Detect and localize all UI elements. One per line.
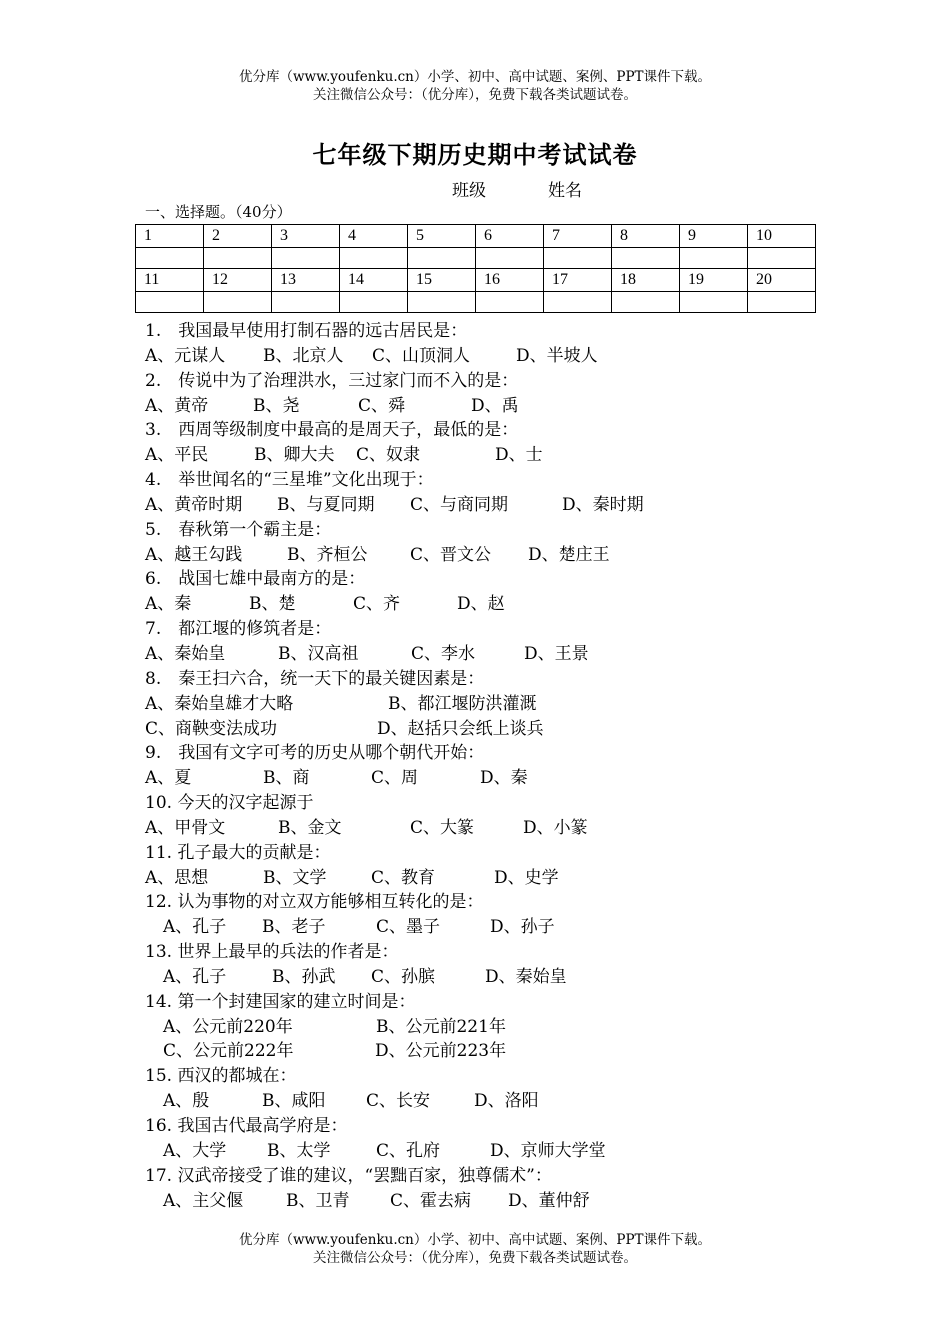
option: D、史学 [494,867,559,888]
option: D、禹 [471,395,519,416]
question-text: 10. 今天的汉字起源于 [145,793,314,814]
answer-row [136,248,816,269]
option: A、殷 [163,1091,210,1112]
option: C、齐 [353,594,401,615]
question-number-cell: 3 [272,225,340,248]
option: A、秦始皇雄才大略 [145,693,294,714]
question-text: 1. 我国最早使用打制石器的远古居民是： [145,321,468,341]
page-footer [0,1231,950,1267]
option: B、孙武 [272,966,336,987]
question-text: 12. 认为事物的对立双方能够相互转化的是： [145,892,484,913]
option: B、汉高祖 [278,643,359,664]
question-text: 7. 都江堰的修筑者是： [145,619,332,640]
question-number-cell: 19 [680,269,748,292]
question-number-cell: 12 [204,269,272,292]
answer-cell[interactable] [680,248,748,269]
answer-cell[interactable] [272,292,340,313]
answer-cell[interactable] [748,248,816,269]
question-text: 3. 西周等级制度中最高的是周天子，最低的是： [145,420,519,441]
option: D、半坡人 [516,345,598,366]
exam-title: 七年级下期历史期中考试试卷 [312,140,638,169]
question-options [145,692,825,717]
question-options [145,1015,825,1040]
question-text: 11. 孔子最大的贡献是： [145,842,331,863]
option: C、霍去病 [390,1190,472,1211]
answer-cell[interactable] [408,248,476,269]
option: D、赵 [457,594,505,615]
header-line-2: 关注微信公众号：（优分库），免费下载各类试题试卷。 [313,87,637,103]
option: D、王景 [524,643,589,664]
option: A、秦 [145,594,192,615]
option: C、商鞅变法成功 [145,718,278,739]
answer-cell[interactable] [544,292,612,313]
question-options [145,394,825,419]
question-options [145,1039,825,1064]
question-options [145,1089,825,1114]
table-row [136,225,816,248]
question-text: 17. 汉武帝接受了谁的建议，“罢黜百家，独尊儒术”： [145,1165,552,1186]
option: D、公元前223年 [375,1041,507,1062]
option: A、平民 [145,445,209,466]
answer-cell[interactable] [544,248,612,269]
option: D、赵括只会纸上谈兵 [377,718,544,739]
question-number-cell: 10 [748,225,816,248]
question-number-cell: 8 [612,225,680,248]
question-options [145,592,825,617]
option: A、甲骨文 [145,817,226,838]
option: B、尧 [253,395,300,416]
option: C、奴隶 [356,445,421,466]
option: A、公元前220年 [163,1016,293,1037]
option: C、大篆 [410,817,475,838]
question-number-cell: 15 [408,269,476,292]
question-number-cell: 17 [544,269,612,292]
question-text: 15. 西汉的都城在： [145,1066,297,1087]
question-number-cell: 9 [680,225,748,248]
option: C、孙膑 [371,966,436,987]
question-options [145,642,825,667]
option: D、孙子 [490,917,555,938]
question-number-cell: 7 [544,225,612,248]
option: B、文学 [263,867,327,888]
answer-row [136,292,816,313]
option: B、卫青 [286,1190,350,1211]
option: C、李水 [411,643,476,664]
option: B、北京人 [263,345,344,366]
option: D、士 [495,445,543,466]
page-header [0,68,950,104]
option: B、都江堰防洪灌溉 [388,693,537,714]
answer-cell[interactable] [408,292,476,313]
question-options [145,443,825,468]
option: D、洛阳 [474,1091,539,1112]
option: A、孔子 [163,966,227,987]
question-number-cell: 13 [272,269,340,292]
option: B、楚 [249,594,296,615]
option: B、商 [263,768,310,789]
option: C、与商同期 [410,494,509,515]
question-number-cell: 6 [476,225,544,248]
option: C、舜 [358,395,406,416]
question-options [145,866,825,891]
question-options [145,344,825,369]
question-options [145,816,825,841]
answer-cell[interactable] [680,292,748,313]
option: A、黄帝时期 [145,494,243,515]
option: A、大学 [163,1140,227,1161]
option: A、秦始皇 [145,643,226,664]
class-label: 班级 [452,181,486,201]
option: D、秦时期 [562,494,644,515]
question-options [145,965,825,990]
option: C、公元前222年 [163,1041,294,1062]
option: B、齐桓公 [287,544,368,565]
option: D、董仲舒 [508,1190,590,1211]
question-options [145,1139,825,1164]
question-number-cell: 20 [748,269,816,292]
option: A、思想 [145,867,209,888]
option: C、晋文公 [410,544,492,565]
question-text: 6. 战国七雄中最南方的是： [145,569,366,590]
name-label: 姓名 [548,181,582,201]
answer-cell[interactable] [476,292,544,313]
question-options [145,717,825,742]
option: D、楚庄王 [528,544,610,565]
option: A、孔子 [163,917,227,938]
option: B、公元前221年 [376,1016,506,1037]
answer-cell[interactable] [612,248,680,269]
option: C、墨子 [376,917,441,938]
option: C、教育 [371,867,436,888]
option: B、与夏同期 [277,494,375,515]
question-number-cell: 18 [612,269,680,292]
question-number-cell: 5 [408,225,476,248]
question-text: 14. 第一个封建国家的建立时间是： [145,991,416,1012]
footer-line-1: 优分库（www.youfenku.cn）小学、初中、高中试题、案例、PPT课件下载。 [238,1232,712,1248]
question-options [145,493,825,518]
answer-cell[interactable] [612,292,680,313]
option: C、山顶洞人 [372,345,471,366]
question-options [145,766,825,791]
option: B、卿大夫 [254,445,335,466]
question-number-cell: 2 [204,225,272,248]
question-list [145,319,825,1213]
answer-cell[interactable] [136,292,204,313]
answer-cell[interactable] [748,292,816,313]
option: A、主父偃 [163,1190,244,1211]
option: D、小篆 [523,817,588,838]
question-options [145,543,825,568]
question-text: 8. 秦王扫六合，统一天下的最关键因素是： [145,668,485,689]
option: B、太学 [267,1140,331,1161]
option: D、京师大学堂 [490,1140,606,1161]
answer-cell[interactable] [204,292,272,313]
option: B、金文 [278,817,342,838]
option: B、咸阳 [262,1091,326,1112]
option: C、孔府 [376,1140,441,1161]
answer-table [135,224,816,313]
question-number-cell: 14 [340,269,408,292]
table-row [136,269,816,292]
option: D、秦 [480,768,528,789]
option: B、老子 [262,917,326,938]
option: A、元谋人 [145,345,226,366]
answer-cell[interactable] [340,292,408,313]
question-text: 16. 我国古代最高学府是： [145,1116,348,1136]
question-text: 13. 世界上最早的兵法的作者是： [145,942,399,963]
question-options [145,1189,825,1214]
option: C、周 [371,768,419,789]
answer-cell[interactable] [476,248,544,269]
question-text: 2. 传说中为了治理洪水，三过家门而不入的是： [145,370,519,391]
section-heading: 一、选择题。（40分） [145,203,292,221]
answer-cell[interactable] [272,248,340,269]
answer-cell[interactable] [136,248,204,269]
option: D、秦始皇 [485,966,567,987]
option: C、长安 [366,1091,431,1112]
answer-cell[interactable] [340,248,408,269]
question-options [145,915,825,940]
option: A、夏 [145,768,192,789]
question-number-cell: 16 [476,269,544,292]
question-number-cell: 4 [340,225,408,248]
header-line-1: 优分库（www.youfenku.cn）小学、初中、高中试题、案例、PPT课件下载。 [238,69,712,85]
question-number-cell: 1 [136,225,204,248]
question-text: 4. 举世闻名的“三星堆”文化出现于： [145,470,434,491]
option: A、越王勾践 [145,544,243,565]
question-number-cell: 11 [136,269,204,292]
class-name-fields [452,176,582,201]
answer-cell[interactable] [204,248,272,269]
footer-line-2: 关注微信公众号：（优分库），免费下载各类试题试卷。 [313,1250,637,1266]
option: A、黄帝 [145,395,209,416]
question-text: 9. 我国有文字可考的历史从哪个朝代开始： [145,743,485,764]
question-text: 5. 春秋第一个霸主是： [145,519,332,540]
